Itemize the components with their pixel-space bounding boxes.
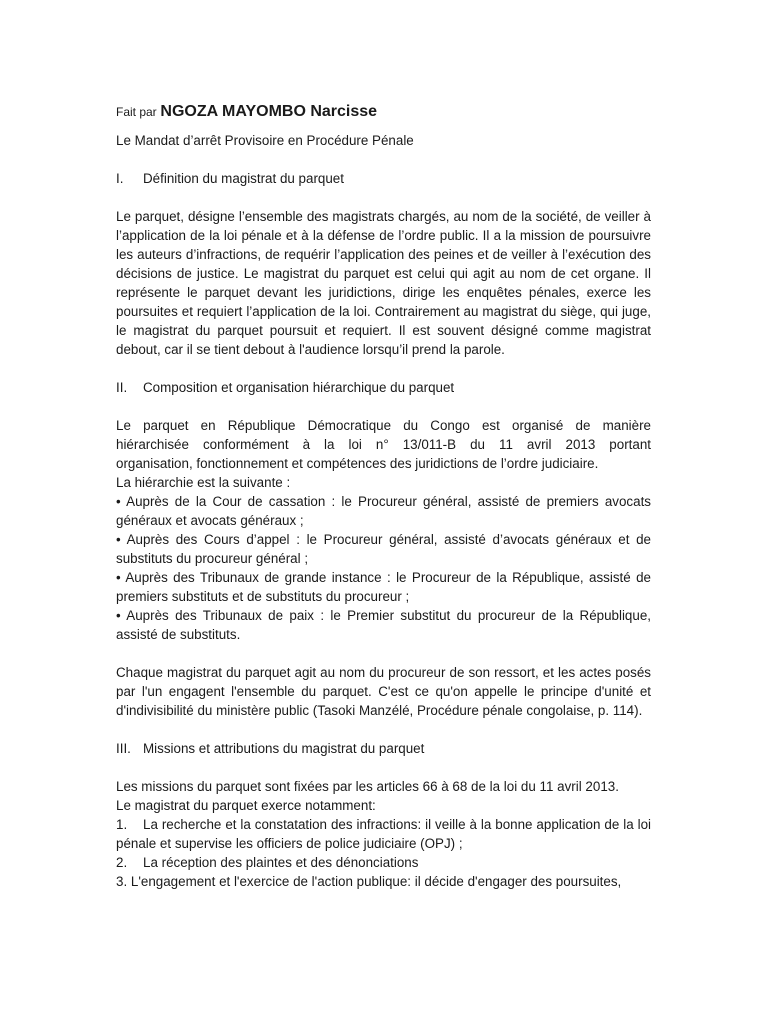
section-heading-1 — [116, 169, 651, 188]
made-by-label: Fait par — [116, 105, 157, 119]
item-text: La recherche et la constatation des infractions: il veille à la bonne application de la loi pénale et supervise les officiers de police judiciaire (OPJ) ; — [116, 817, 651, 851]
composition-block — [116, 416, 651, 644]
byline — [116, 100, 651, 124]
missions-block — [116, 777, 651, 891]
list-item: • Auprès des Cours d’appel : le Procureur général, assisté d’avocats généraux et de substituts du procureur général ; — [116, 532, 651, 566]
section-number: I. — [116, 171, 124, 186]
section-title: Missions et attributions du magistrat du parquet — [143, 741, 425, 756]
paragraph-unity: Chaque magistrat du parquet agit au nom du procureur de son ressort, et les actes posés par l'un engagent l'ensemble du parquet. C'est ce qu'on appelle le principe d'unité et d'indivisibilité du ministère public (Tasoki Manzélé, Procédure pénale congolaise, p. 114). — [116, 665, 651, 718]
section-title: Définition du magistrat du parquet — [143, 171, 344, 186]
section-number: III. — [116, 741, 131, 756]
document-page — [116, 100, 651, 891]
list-item: • Auprès de la Cour de cassation : le Procureur général, assisté de premiers avocats généraux et avocats généraux ; — [116, 494, 651, 528]
text-line: Les missions du parquet sont fixées par les articles 66 à 68 de la loi du 11 avril 2013. — [116, 779, 619, 794]
document-subtitle: Le Mandat d’arrêt Provisoire en Procédure Pénale — [116, 133, 414, 148]
text-line: Le parquet en République Démocratique du Congo est organisé de manière — [116, 418, 651, 433]
item-text: La réception des plaintes et des dénonciations — [143, 855, 419, 870]
section-number: II. — [116, 380, 128, 395]
section-heading-2 — [116, 378, 651, 397]
item-number: 2. — [116, 855, 128, 870]
section-title: Composition et organisation hiérarchique du parquet — [143, 380, 455, 395]
text-line: Le magistrat du parquet exerce notamment: — [116, 798, 376, 813]
section-heading-3 — [116, 739, 651, 758]
list-item: • Auprès des Tribunaux de grande instance : le Procureur de la République, assisté de premiers substituts et de substituts du procureur ; — [116, 570, 651, 604]
list-item — [116, 815, 651, 853]
list-item: • Auprès des Tribunaux de paix : le Premier substitut du procureur de la République, assisté de substituts. — [116, 608, 651, 642]
item-number: 1. — [116, 817, 128, 832]
author-name: NGOZA MAYOMBO Narcisse — [160, 103, 378, 120]
text-line: organisation, fonctionnement et compétences des juridictions de l’ordre judiciaire. — [116, 456, 599, 471]
list-item — [116, 853, 651, 872]
hierarchy-intro: La hiérarchie est la suivante : — [116, 475, 291, 490]
text-line: hiérarchisée conformément à la loi n° 13/011-B du 11 avril 2013 portant — [116, 437, 651, 452]
paragraph-definition: Le parquet, désigne l’ensemble des magistrats chargés, au nom de la société, de veiller à l’application de la loi pénale et à la défense de l’ordre public. Il a la mission de poursuivre les auteurs d’infractions, de requérir l’application des peines et de veiller à l’exécution des décisions de justice. Le magistrat du parquet est celui qui agit au nom de cet organe. Il représente le parquet devant les juridictions, dirige les enquêtes pénales, exerce les poursuites et requiert l’application de la loi. Contrairement au magistrat du siège, qui juge, le magistrat du parquet poursuit et requiert. Il est souvent désigné comme magistrat debout, car il se tient debout à l'audience lorsqu’il prend la parole. — [116, 209, 651, 357]
list-item: 3. L'engagement et l'exercice de l'action publique: il décide d'engager des poursuites, — [116, 874, 622, 889]
